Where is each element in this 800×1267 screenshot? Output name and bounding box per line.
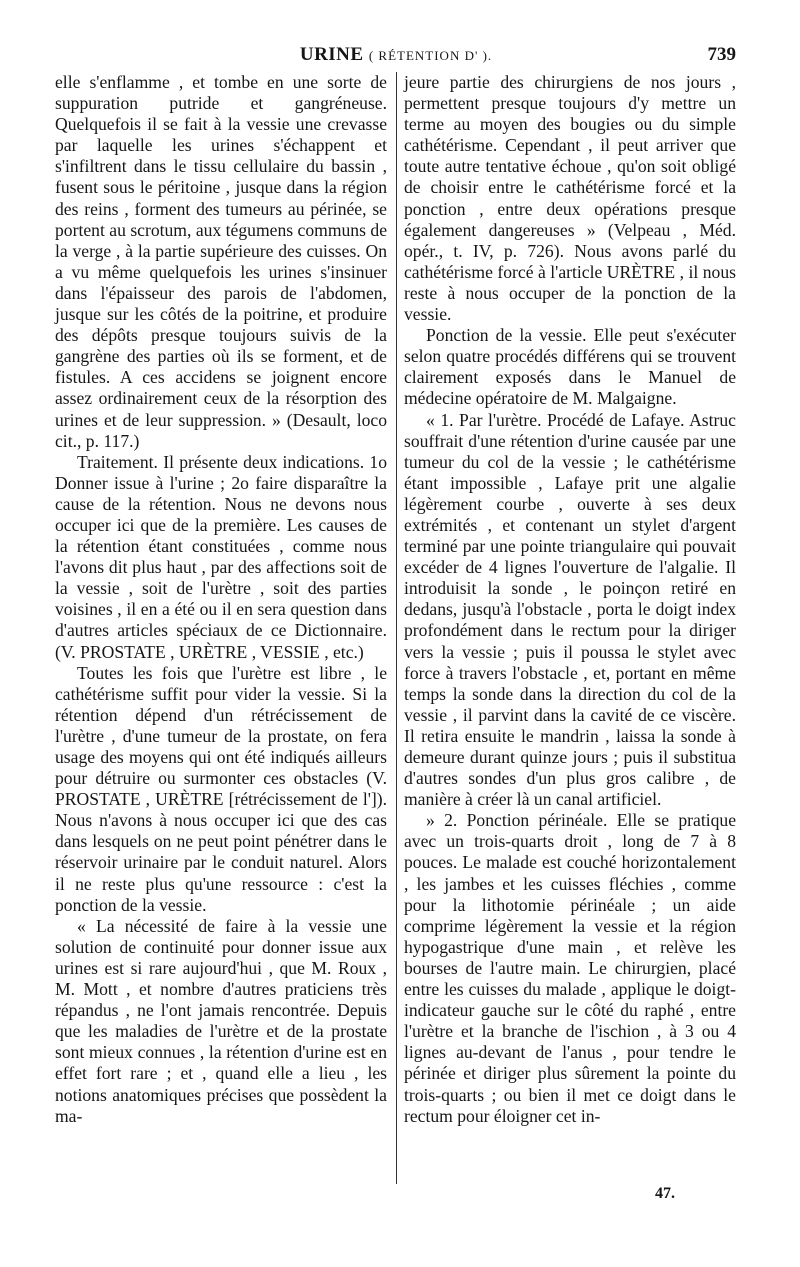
signature-mark: 47. [655, 1185, 675, 1202]
left-column [55, 72, 387, 1127]
paragraph: « La nécessité de faire à la vessie une solution de continuité pour donner issue aux urines est si rare aujourd'hui , que M. Roux , M. Mott , et nombre d'autres praticiens très répandus , ne l'ont jamais rencontrée. Depuis que les maladies de l'urètre et de la prostate sont mieux connues , la rétention d'urine est en effet fort rare ; et , quand elle a lieu , les notions anatomiques précises que possèdent la ma- [55, 915, 387, 1126]
right-column [404, 72, 736, 1127]
running-head-title: URINE [299, 44, 364, 65]
paragraph: Ponction de la vessie. Elle peut s'exécuter selon quatre procédés différens qui se trouvent clairement exposés dans le Manuel de médecine opératoire de M. Malgaigne. [404, 325, 736, 409]
running-head [56, 44, 736, 66]
paragraph: « 1. Par l'urètre. Procédé de Lafaye. Astruc souffrait d'une rétention d'urine causée par une tumeur du col de la vessie ; le cathétérisme étant impossible , Lafaye prit une algalie légèrement courbe , ouverte à ses deux extrémités , et contenant un stylet d'argent terminé par une pointe triangulaire qui pouvait excéder de 4 lignes l'ouverture de l'algalie. Il introduisit la sonde , le poinçon retiré en dedans, jusqu'à l'obstacle , porta le doigt index profondément dans le rectum pour la diriger vers la vessie ; puis il poussa le stylet avec force à travers l'obstacle , et, portant en même temps la sonde dans la direction du col de la vessie , il parvint dans la cavité de ce viscère. Il retira ensuite le mandrin , laissa la sonde à demeure durant quinze jours ; puis il substitua d'autres sondes d'un plus gros calibre , de manière à créer là un canal artificiel. [404, 409, 736, 810]
paragraph: Traitement. Il présente deux indications. 1o Donner issue à l'urine ; 2o faire disparaître la cause de la rétention. Nous ne devons nous occuper ici que de la première. Les causes de la rétention étant constituées , comme nous l'avons dit plus haut , par des affections soit de la vessie , soit de l'urètre , soit des parties voisines , il en a été ou il en sera question dans d'autres articles spéciaux de ce Dictionnaire. (V. PROSTATE , URÈTRE , VESSIE , etc.) [55, 451, 387, 662]
page-header [56, 44, 736, 70]
paragraph: » 2. Ponction périnéale. Elle se pratique avec un trois-quarts droit , long de 7 à 8 pouces. Le malade est couché horizontalement , les jambes et les cuisses fléchies , comme pour la lithotomie périnéale ; un aide comprime légèrement la vessie et la région hypogastrique d'une main , et relève les bourses de l'autre main. Le chirurgien, placé entre les cuisses du malade , applique le doigt-indicateur gauche sur le côté du raphé , entre l'urètre et la branche de l'ischion , à 3 ou 4 lignes au-devant de l'anus , pour tendre le périnée et diriger plus sûrement la pointe du trois-quarts ; ou bien il met ce doigt dans le rectum pour éloigner cet in- [404, 810, 736, 1126]
column-divider [396, 72, 397, 1184]
paragraph: Toutes les fois que l'urètre est libre , le cathétérisme suffit pour vider la vessie. Si la rétention dépend d'un rétrécissement de l'urètre , d'une tumeur de la prostate, on fera usage des moyens qui ont été indiqués ailleurs pour détruire ou surmonter ces obstacles (V. PROSTATE , URÈTRE [rétrécissement de l']). Nous n'avons à nous occuper ici que des cas dans lesquels on ne peut point pénétrer dans le réservoir urinaire par le conduit naturel. Alors il ne reste plus qu'une ressource : c'est la ponction de la vessie. [55, 662, 387, 915]
paragraph: elle s'enflamme , et tombe en une sorte de suppuration putride et gangréneuse. Quelquefois il se fait à la vessie une crevasse par laquelle les urines s'échappent et s'infiltrent dans le tissu cellulaire du bassin , fusent sous le péritoine , jusque dans la région des reins , forment des tumeurs au périnée, se portent au scrotum, aux tégumens communs de la verge , à la partie supérieure des cuisses. On a vu même quelquefois les urines s'insinuer dans l'épaisseur des parois de l'abdomen, jusque sur les côtés de la poitrine, et produire des dépôts presque toujours suivis de la gangrène des parties où ils se forment, et de fistules. A ces accidens se joignent encore assez ordinairement ceux de la résorption des urines et de leur suppression. » (Desault, loco cit., p. 117.) [55, 72, 387, 451]
page-number: 739 [707, 44, 736, 65]
running-head-subtitle: ( RÉTENTION D' ). [368, 48, 493, 63]
paragraph: jeure partie des chirurgiens de nos jours , permettent presque toujours d'y mettre un terme au moyen des bougies ou du simple cathétérisme. Cependant , il peut arriver que toute autre tentative échoue , qu'on soit obligé de choisir entre le cathétérisme forcé et la ponction , entre deux opérations presque également dangereuses » (Velpeau , Méd. opér., t. IV, p. 726). Nous avons parlé du cathétérisme forcé à l'article URÈTRE , il nous reste à nous occuper de la ponction de la vessie. [404, 72, 736, 325]
